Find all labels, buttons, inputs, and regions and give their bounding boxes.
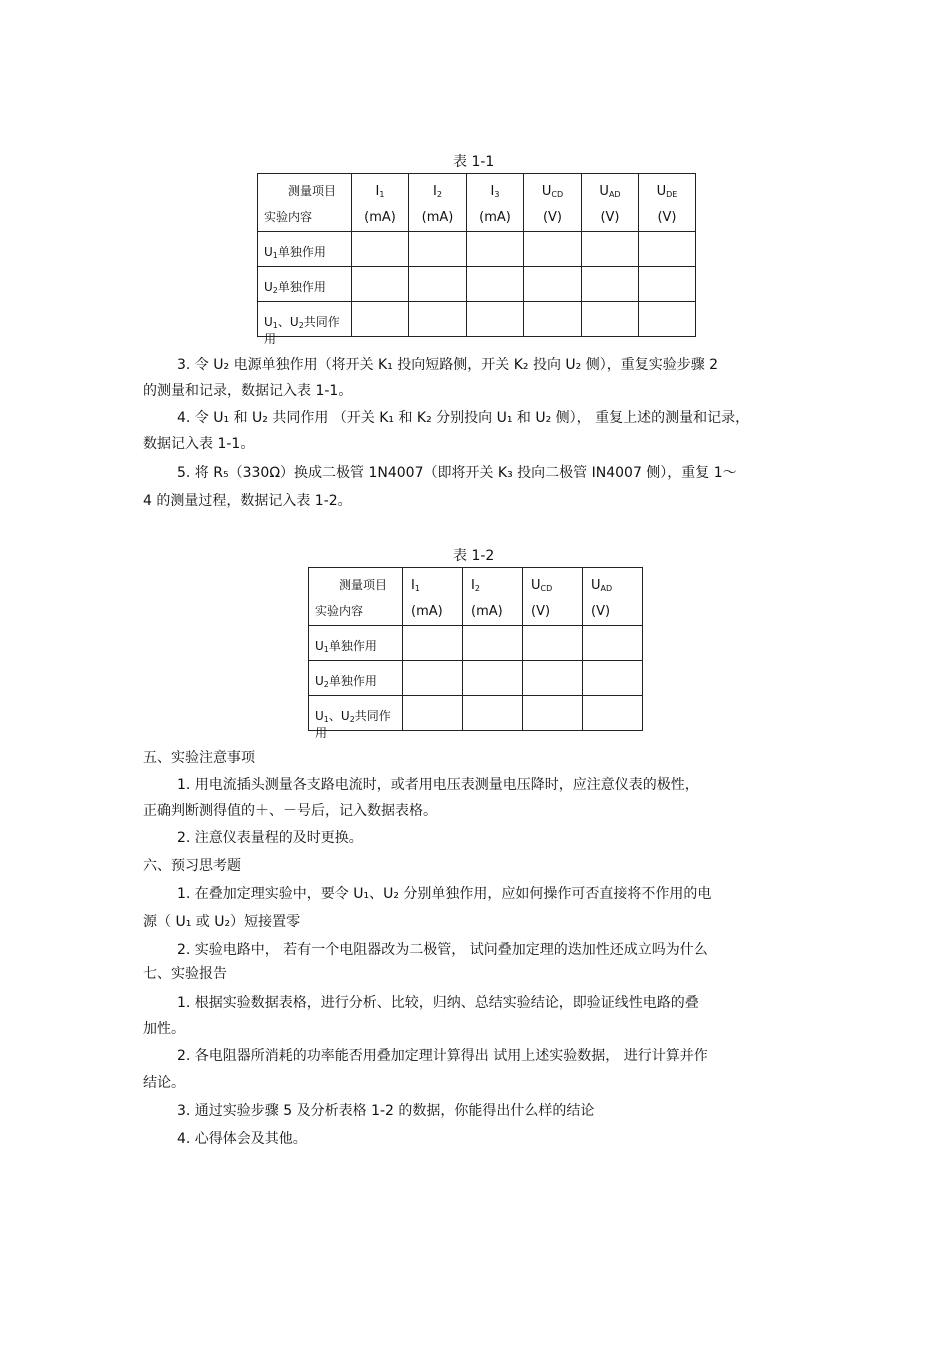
table-cell[interactable] (639, 232, 696, 267)
step4-line2: 数据记入表 1-1。 (143, 436, 255, 452)
table-cell[interactable] (409, 267, 467, 302)
table1-col-header: $U_{DE}$ (V) (639, 174, 696, 232)
table-cell[interactable] (467, 267, 524, 302)
table2-col-header: $I_1$ (mA) (403, 568, 463, 626)
table1-col-header: $I_1$ (mA) (352, 174, 409, 232)
table-cell[interactable] (463, 661, 523, 696)
section5-line: 1. 用电流插头测量各支路电流时，或者用电压表测量电压降时，应注意仪表的极性， (177, 777, 699, 793)
table-cell[interactable] (639, 267, 696, 302)
table-row (258, 302, 696, 337)
section5-line: 2. 注意仪表量程的及时更换。 (177, 830, 363, 846)
table-cell[interactable] (352, 302, 409, 337)
table-cell[interactable] (582, 267, 639, 302)
table-row (258, 267, 696, 302)
section7-line: 3. 通过实验步骤 5 及分析表格 1-2 的数据，你能得出什么样的结论 (177, 1103, 595, 1119)
table2-col-header: $U_{AD}$ (V) (583, 568, 643, 626)
table2 (308, 567, 643, 740)
section7-line: 2. 各电阻器所消耗的功率能否用叠加定理计算得出 试用上述实验数据， 进行计算并作 (177, 1048, 708, 1064)
table-cell[interactable] (524, 232, 582, 267)
section5-line: 正确判断测得值的＋、－号后，记入数据表格。 (143, 803, 437, 819)
table1-row-label: $U_2$单独作用 (258, 267, 352, 302)
table2-corner-cell (309, 568, 403, 626)
table-cell[interactable] (409, 302, 467, 337)
table2-row-label: $U_1$单独作用 (309, 626, 403, 661)
step4-line1: 4. 令 U₁ 和 U₂ 共同作用 （开关 K₁ 和 K₂ 分别投向 U₁ 和 U₂ 侧）， 重复上述的测量和记录， (177, 410, 750, 426)
table1-row-label: $U_1$单独作用 (258, 232, 352, 267)
table-cell[interactable] (467, 232, 524, 267)
table-cell[interactable] (409, 232, 467, 267)
table-cell[interactable] (583, 626, 643, 661)
table1-corner-cell (258, 174, 352, 232)
table-cell[interactable] (582, 232, 639, 267)
table1-col-header: $I_3$ (mA) (467, 174, 524, 232)
table-cell[interactable] (524, 267, 582, 302)
table-row (309, 696, 643, 731)
table-cell[interactable] (523, 696, 583, 731)
table-row (258, 232, 696, 267)
table-cell[interactable] (403, 696, 463, 731)
table1-caption: 表 1-1 (453, 154, 495, 170)
table1-row-label: $U_1$、$U_2$共同作用 (258, 302, 352, 337)
section6-line: 1. 在叠加定理实验中，要令 U₁、U₂ 分别单独作用，应如何操作可否直接将不作用的电 (177, 886, 712, 902)
table2-col-header: $I_2$ (mA) (463, 568, 523, 626)
table1-col-header: $U_{AD}$ (V) (582, 174, 639, 232)
table-cell[interactable] (352, 232, 409, 267)
table-cell[interactable] (639, 302, 696, 337)
table-cell[interactable] (524, 302, 582, 337)
table-cell[interactable] (467, 302, 524, 337)
section7-line: 结论。 (143, 1075, 185, 1091)
table2-header-row (309, 568, 643, 626)
table2-row-label: $U_1$、$U_2$共同作用 (309, 696, 403, 731)
section7-line: 1. 根据实验数据表格，进行分析、比较，归纳、总结实验结论，即验证线性电路的叠 (177, 995, 699, 1011)
table-cell[interactable] (403, 626, 463, 661)
table1-col-header: $U_{CD}$ (V) (524, 174, 582, 232)
step3-line2: 的测量和记录，数据记入表 1-1。 (143, 383, 353, 399)
step5-line1: 5. 将 R₅（330Ω）换成二极管 1N4007（即将开关 K₃ 投向二极管 IN4007 侧），重复 1～ (177, 465, 737, 481)
table1-header-row (258, 174, 696, 232)
table1-corner-top: 测量项目 (288, 184, 337, 198)
table2-col-header: $U_{CD}$ (V) (523, 568, 583, 626)
table-cell[interactable] (583, 661, 643, 696)
section7-line: 4. 心得体会及其他。 (177, 1131, 307, 1147)
section7-heading: 七、实验报告 (143, 966, 227, 982)
table2-corner-top: 测量项目 (339, 578, 388, 592)
table-cell[interactable] (582, 302, 639, 337)
table-cell[interactable] (583, 696, 643, 731)
table2-corner-bottom: 实验内容 (315, 604, 364, 618)
section5-heading: 五、实验注意事项 (143, 750, 255, 766)
section6-line: 源（ U₁ 或 U₂）短接置零 (143, 914, 301, 930)
table-cell[interactable] (523, 626, 583, 661)
step3-line1: 3. 令 U₂ 电源单独作用（将开关 K₁ 投向短路侧，开关 K₂ 投向 U₂ 侧），重复实验步骤 2 (177, 357, 719, 373)
table-row (309, 661, 643, 696)
table2-caption: 表 1-2 (453, 548, 495, 564)
table-cell[interactable] (463, 626, 523, 661)
table1-corner-bottom: 实验内容 (264, 210, 313, 224)
section6-line: 2. 实验电路中， 若有一个电阻器改为二极管， 试问叠加定理的迭加性还成立吗为什么 (177, 942, 708, 958)
step5-line2: 4 的测量过程，数据记入表 1-2。 (143, 493, 352, 509)
table-cell[interactable] (523, 661, 583, 696)
table-cell[interactable] (352, 267, 409, 302)
section6-heading: 六、预习思考题 (143, 858, 241, 874)
table2-row-label: $U_2$单独作用 (309, 661, 403, 696)
table1-col-header: $I_2$ (mA) (409, 174, 467, 232)
table-cell[interactable] (463, 696, 523, 731)
section7-line: 加性。 (143, 1021, 185, 1037)
table-row (309, 626, 643, 661)
table1 (257, 173, 696, 346)
table-cell[interactable] (403, 661, 463, 696)
